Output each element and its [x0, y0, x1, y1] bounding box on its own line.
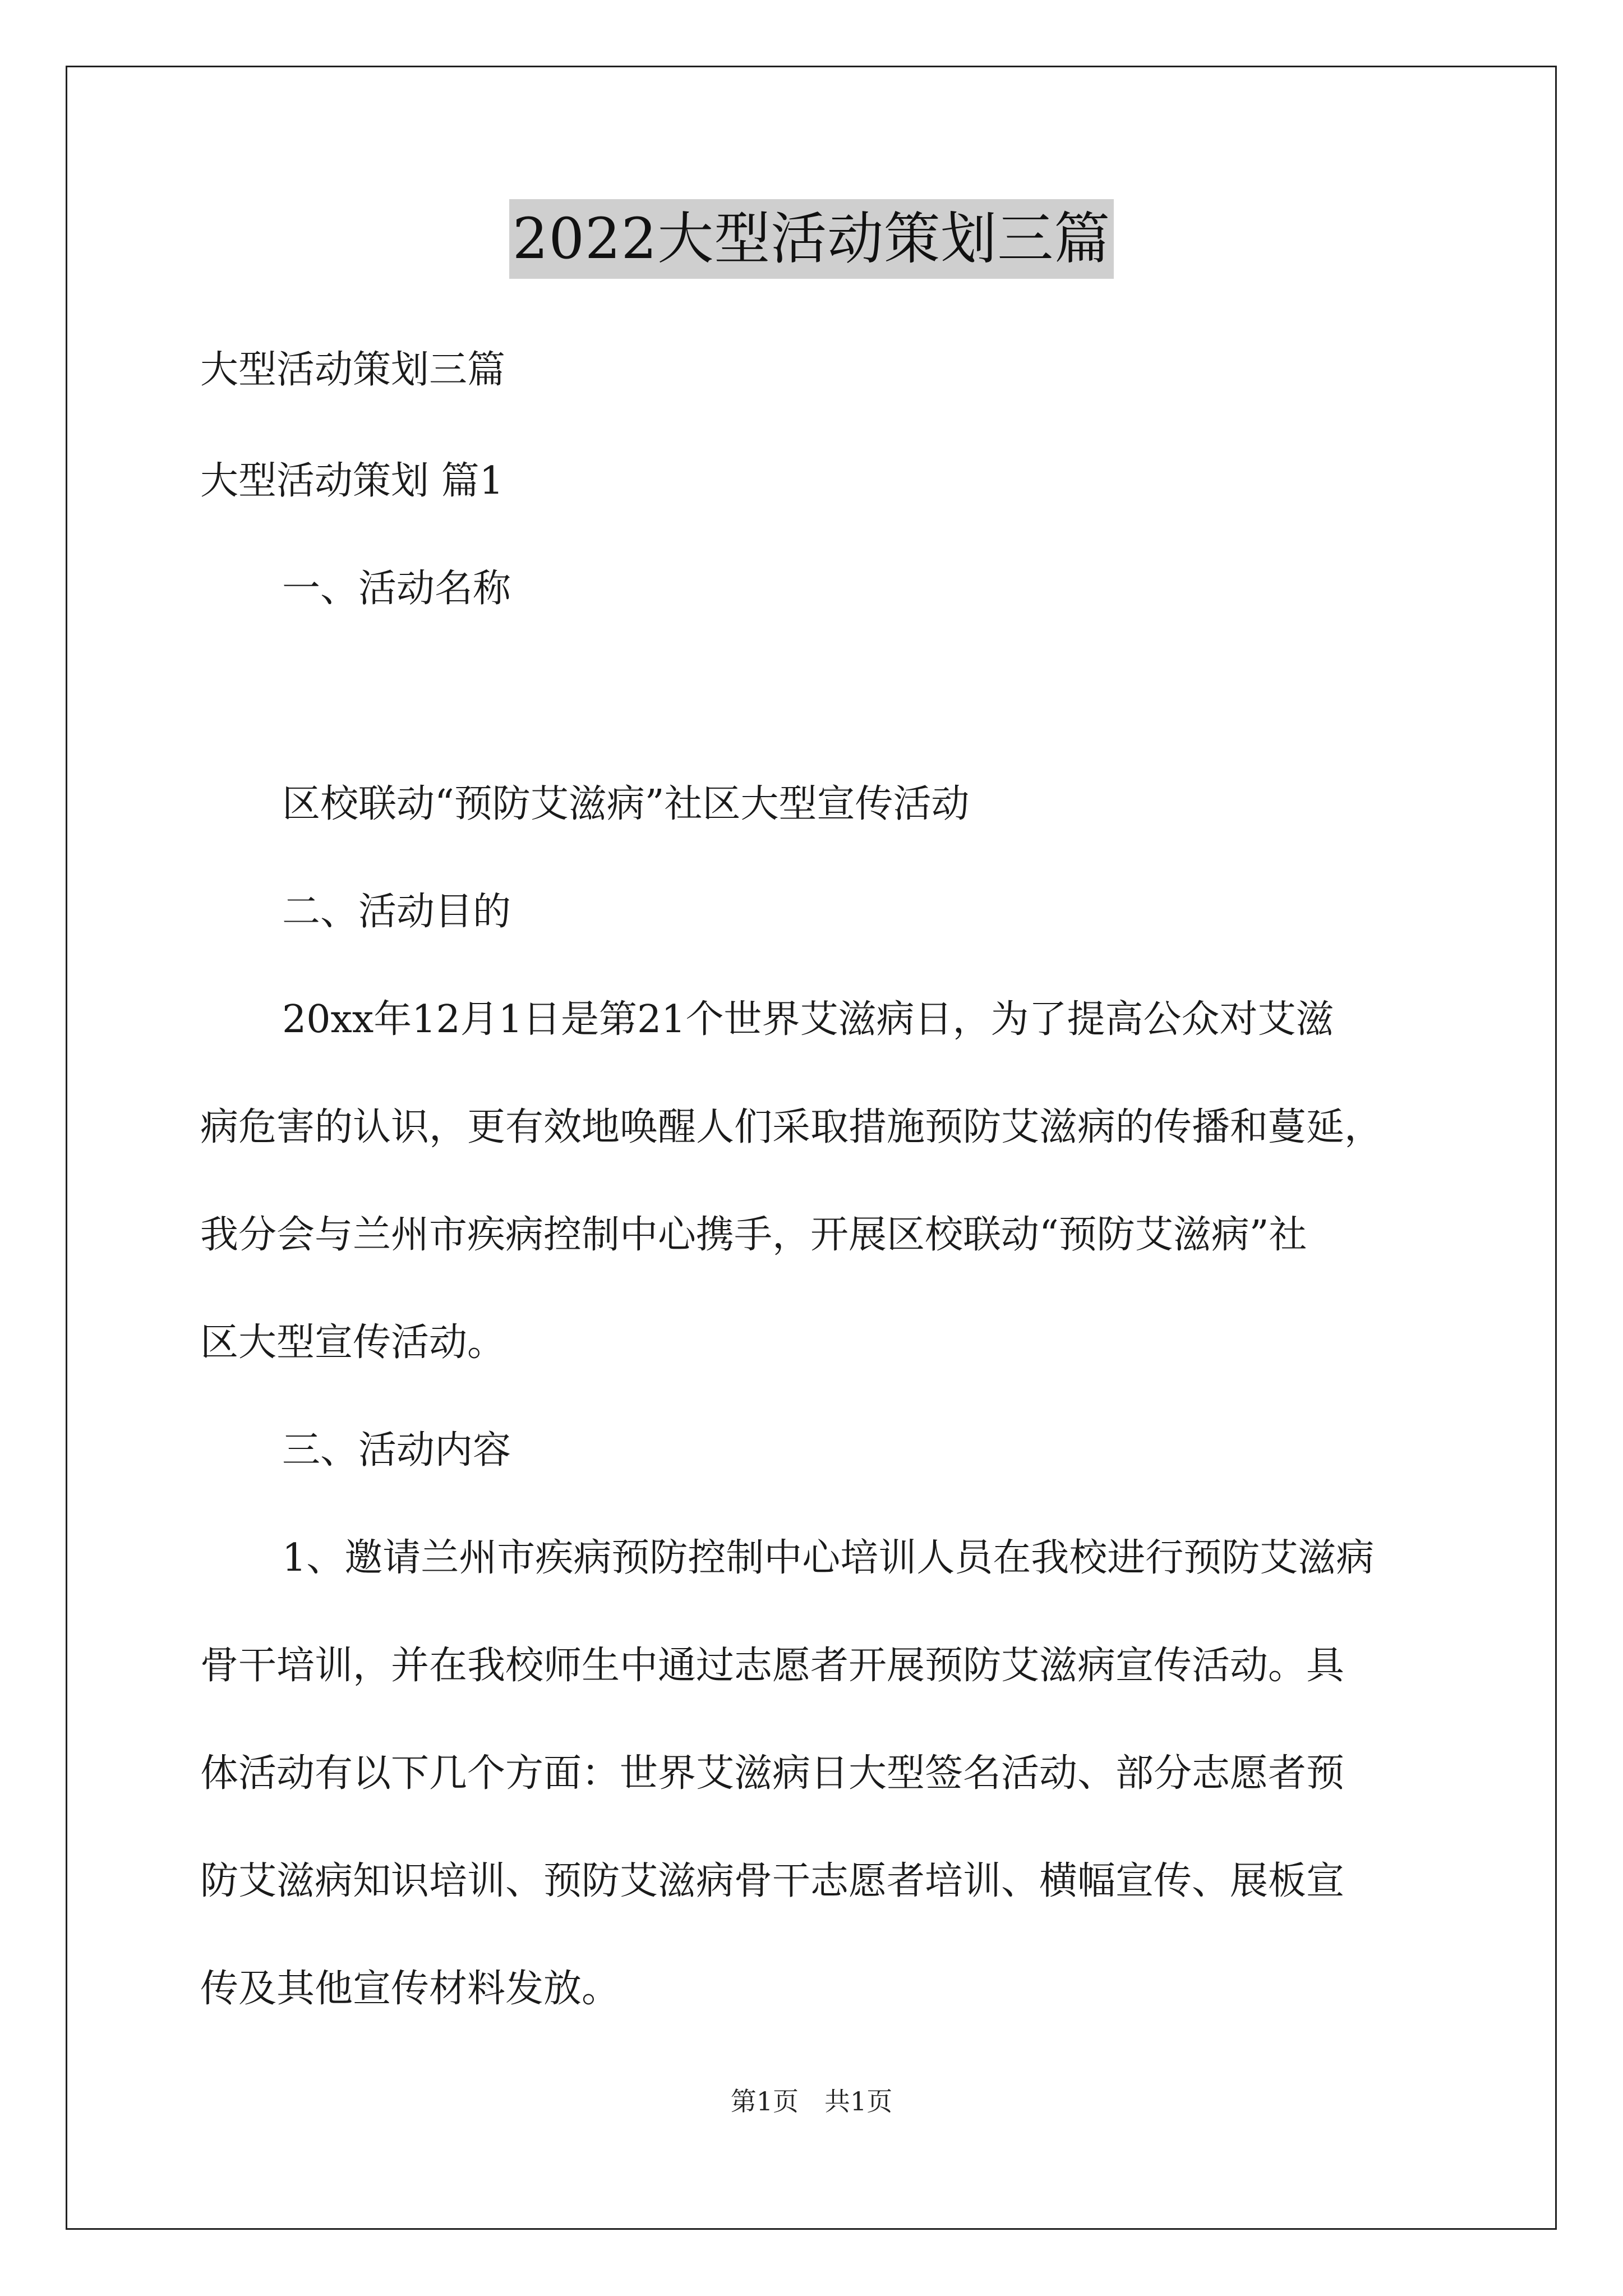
document-title: 2022大型活动策划三篇 — [509, 199, 1114, 279]
section-heading-part1: 大型活动策划 篇1 — [200, 459, 504, 503]
paragraph-line: 体活动有以下几个方面：世界艾滋病日大型签名活动、部分志愿者预 — [200, 1751, 1345, 1796]
title-container — [0, 199, 1623, 279]
paragraph-line: 防艾滋病知识培训、预防艾滋病骨干志愿者培训、横幅宣传、展板宣 — [200, 1859, 1345, 1903]
paragraph-line: 区大型宣传活动。 — [200, 1320, 506, 1365]
activity-name-text: 区校联动“预防艾滋病”社区大型宣传活动 — [282, 782, 970, 826]
page-footer: 第1页 共1页 — [730, 2086, 893, 2116]
heading-activity-name: 一、活动名称 — [282, 567, 511, 611]
paragraph-line: 我分会与兰州市疾病控制中心携手，开展区校联动“预防艾滋病”社 — [200, 1213, 1307, 1257]
paragraph-line: 病危害的认识，更有效地唤醒人们采取措施预防艾滋病的传播和蔓延， — [200, 1105, 1383, 1149]
paragraph-line: 传及其他宣传材料发放。 — [200, 1967, 620, 2011]
heading-activity-purpose: 二、活动目的 — [282, 890, 511, 934]
subtitle-line: 大型活动策划三篇 — [200, 348, 506, 392]
heading-activity-content: 三、活动内容 — [282, 1428, 511, 1473]
paragraph-line: 骨干培训，并在我校师生中通过志愿者开展预防艾滋病宣传活动。具 — [200, 1644, 1345, 1688]
paragraph-line: 1、邀请兰州市疾病预防控制中心培训人员在我校进行预防艾滋病 — [282, 1536, 1375, 1580]
paragraph-line: 20xx年12月1日是第21个世界艾滋病日，为了提高公众对艾滋 — [282, 997, 1334, 1042]
